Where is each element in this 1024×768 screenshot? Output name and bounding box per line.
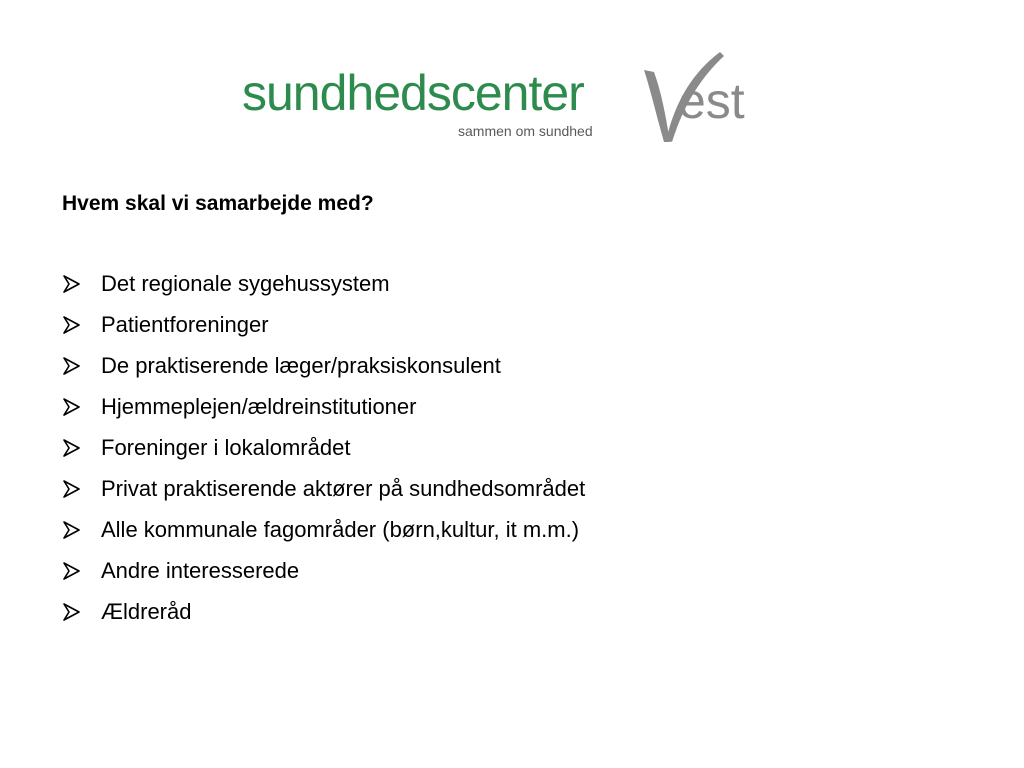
list-item	[62, 558, 585, 599]
list-item	[62, 271, 585, 312]
arrow-bullet-icon	[62, 357, 82, 375]
slide-heading: Hvem skal vi samarbejde med?	[62, 192, 374, 215]
list-item-text: Alle kommunale fagområder (børn,kultur, it m.m.)	[101, 517, 580, 542]
list-item	[62, 394, 585, 435]
logo-suffix: est	[678, 73, 745, 129]
bullet-list	[62, 271, 585, 640]
arrow-bullet-icon	[62, 316, 82, 334]
arrow-bullet-icon	[62, 603, 82, 621]
list-item-text: Patientforeninger	[101, 312, 269, 337]
list-item-text: Ældreråd	[101, 599, 192, 624]
sundhedscenter-vest-logo	[240, 48, 760, 148]
arrow-bullet-icon	[62, 439, 82, 457]
arrow-bullet-icon	[62, 398, 82, 416]
arrow-bullet-icon	[62, 275, 82, 293]
arrow-bullet-icon	[62, 480, 82, 498]
list-item-text: Det regionale sygehussystem	[101, 271, 390, 296]
logo-tagline: sammen om sundhed	[458, 123, 593, 139]
list-item-text: De praktiserende læger/praksiskonsulent	[101, 353, 501, 378]
list-item	[62, 312, 585, 353]
list-item-text: Andre interesserede	[101, 558, 300, 583]
list-item	[62, 435, 585, 476]
list-item-text: Foreninger i lokalområdet	[101, 435, 351, 460]
arrow-bullet-icon	[62, 562, 82, 580]
logo-name: sundhedscenter	[242, 65, 584, 121]
logo-wordmark	[242, 65, 584, 121]
logo-y-mark-icon	[640, 48, 760, 148]
arrow-bullet-icon	[62, 521, 82, 539]
list-item	[62, 353, 585, 394]
list-item-text: Privat praktiserende aktører på sundhedsområdet	[101, 476, 586, 501]
list-item	[62, 599, 585, 640]
list-item	[62, 476, 585, 517]
list-item	[62, 517, 585, 558]
list-item-text: Hjemmeplejen/ældreinstitutioner	[101, 394, 417, 419]
